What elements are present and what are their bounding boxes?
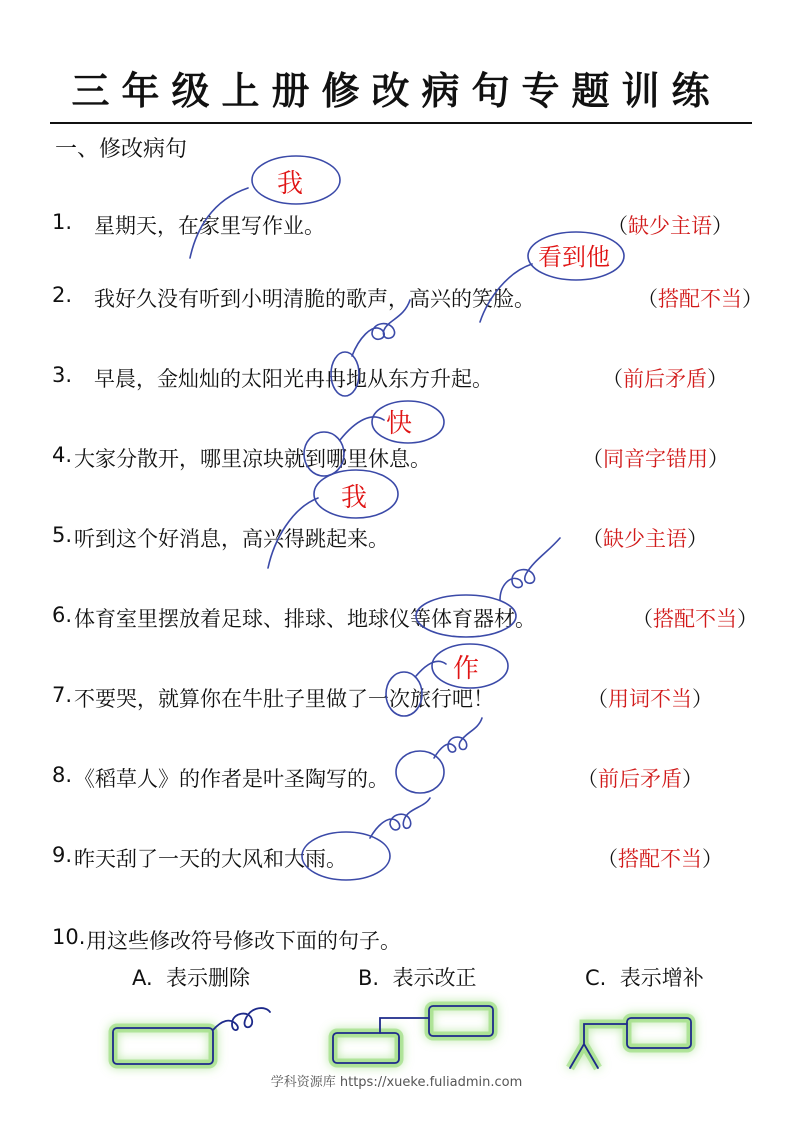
replace-symbol-box-a	[333, 1033, 399, 1063]
item-1	[52, 210, 752, 242]
page-title: 三年级上册修改病句专题训练	[71, 69, 722, 113]
item-9	[52, 843, 752, 875]
item-tag: （同音字错用）	[582, 447, 729, 471]
item-number: 3.	[52, 363, 73, 387]
item-number: 7.	[52, 683, 73, 707]
insert-symbol-box	[627, 1018, 691, 1048]
item-number: 8.	[52, 763, 73, 787]
title-rule	[50, 122, 752, 124]
delete-symbol-loop	[213, 1008, 270, 1030]
item-text: 我好久没有听到小明清脆的歌声，高兴的笑脸。	[94, 287, 535, 311]
correction-2: 看到他	[538, 243, 610, 271]
item-10	[52, 925, 752, 957]
delete-symbol-box	[113, 1028, 213, 1064]
item-tag: （缺少主语）	[582, 527, 708, 551]
item-text: 《稻草人》的作者是叶圣陶写的。	[74, 767, 389, 791]
correction-5: 我	[341, 483, 368, 513]
delete-loop-9	[370, 798, 430, 838]
item-text: 大家分散开，哪里凉块就到哪里休息。	[74, 447, 431, 471]
option-b: B. 表示改正	[358, 966, 477, 990]
insert-symbol-caret	[570, 1024, 627, 1068]
replace-symbol-box-b	[429, 1006, 493, 1036]
item-tag: （前后矛盾）	[602, 367, 728, 391]
correction-1: 我	[277, 169, 304, 199]
item-text: 星期天，在家里写作业。	[94, 214, 325, 238]
correction-4: 快	[386, 409, 413, 439]
item-tag: （搭配不当）	[597, 847, 723, 871]
correction-7: 作	[453, 654, 480, 684]
item-text: 听到这个好消息，高兴得跳起来。	[74, 527, 389, 551]
item-text: 体育室里摆放着足球、排球、地球仪等体育器材。	[74, 607, 536, 631]
delete-loop-8	[434, 718, 482, 758]
item-number: 5.	[52, 523, 73, 547]
item-3	[52, 363, 752, 395]
link-4	[340, 417, 384, 440]
item-text: 不要哭，就算你在牛肚子里做了一次旅行吧！	[74, 687, 494, 711]
option-a: A. 表示删除	[132, 966, 251, 990]
item-tag: （用词不当）	[587, 687, 713, 711]
option-c: C. 表示增补	[585, 966, 704, 990]
item-number: 1.	[52, 210, 73, 234]
item-4	[52, 443, 752, 475]
item-7	[52, 683, 752, 715]
item-tag: （前后矛盾）	[577, 767, 703, 791]
item-text: 昨天刮了一天的大风和大雨。	[74, 847, 347, 871]
item-number: 10.	[52, 925, 86, 949]
item-number: 2.	[52, 283, 73, 307]
footer-watermark: 学科资源库 https://xueke.fuliadmin.com	[270, 1075, 523, 1090]
item-8	[52, 763, 752, 795]
item-text: 早晨，金灿灿的太阳光冉冉地从东方升起。	[94, 367, 493, 391]
item-tag: （搭配不当）	[632, 607, 758, 631]
item-number: 6.	[52, 603, 73, 627]
item-tag: （缺少主语）	[607, 214, 733, 238]
link-7	[416, 661, 446, 676]
item-number: 9.	[52, 843, 73, 867]
item-6	[52, 603, 758, 635]
item-text: 用这些修改符号修改下面的句子。	[86, 929, 401, 953]
replace-symbol-link	[380, 1018, 429, 1033]
item-2	[52, 283, 763, 315]
item-5	[52, 523, 752, 555]
item-tag: （搭配不当）	[637, 287, 763, 311]
item-number: 4.	[52, 443, 73, 467]
section-heading: 一、修改病句	[55, 137, 188, 162]
